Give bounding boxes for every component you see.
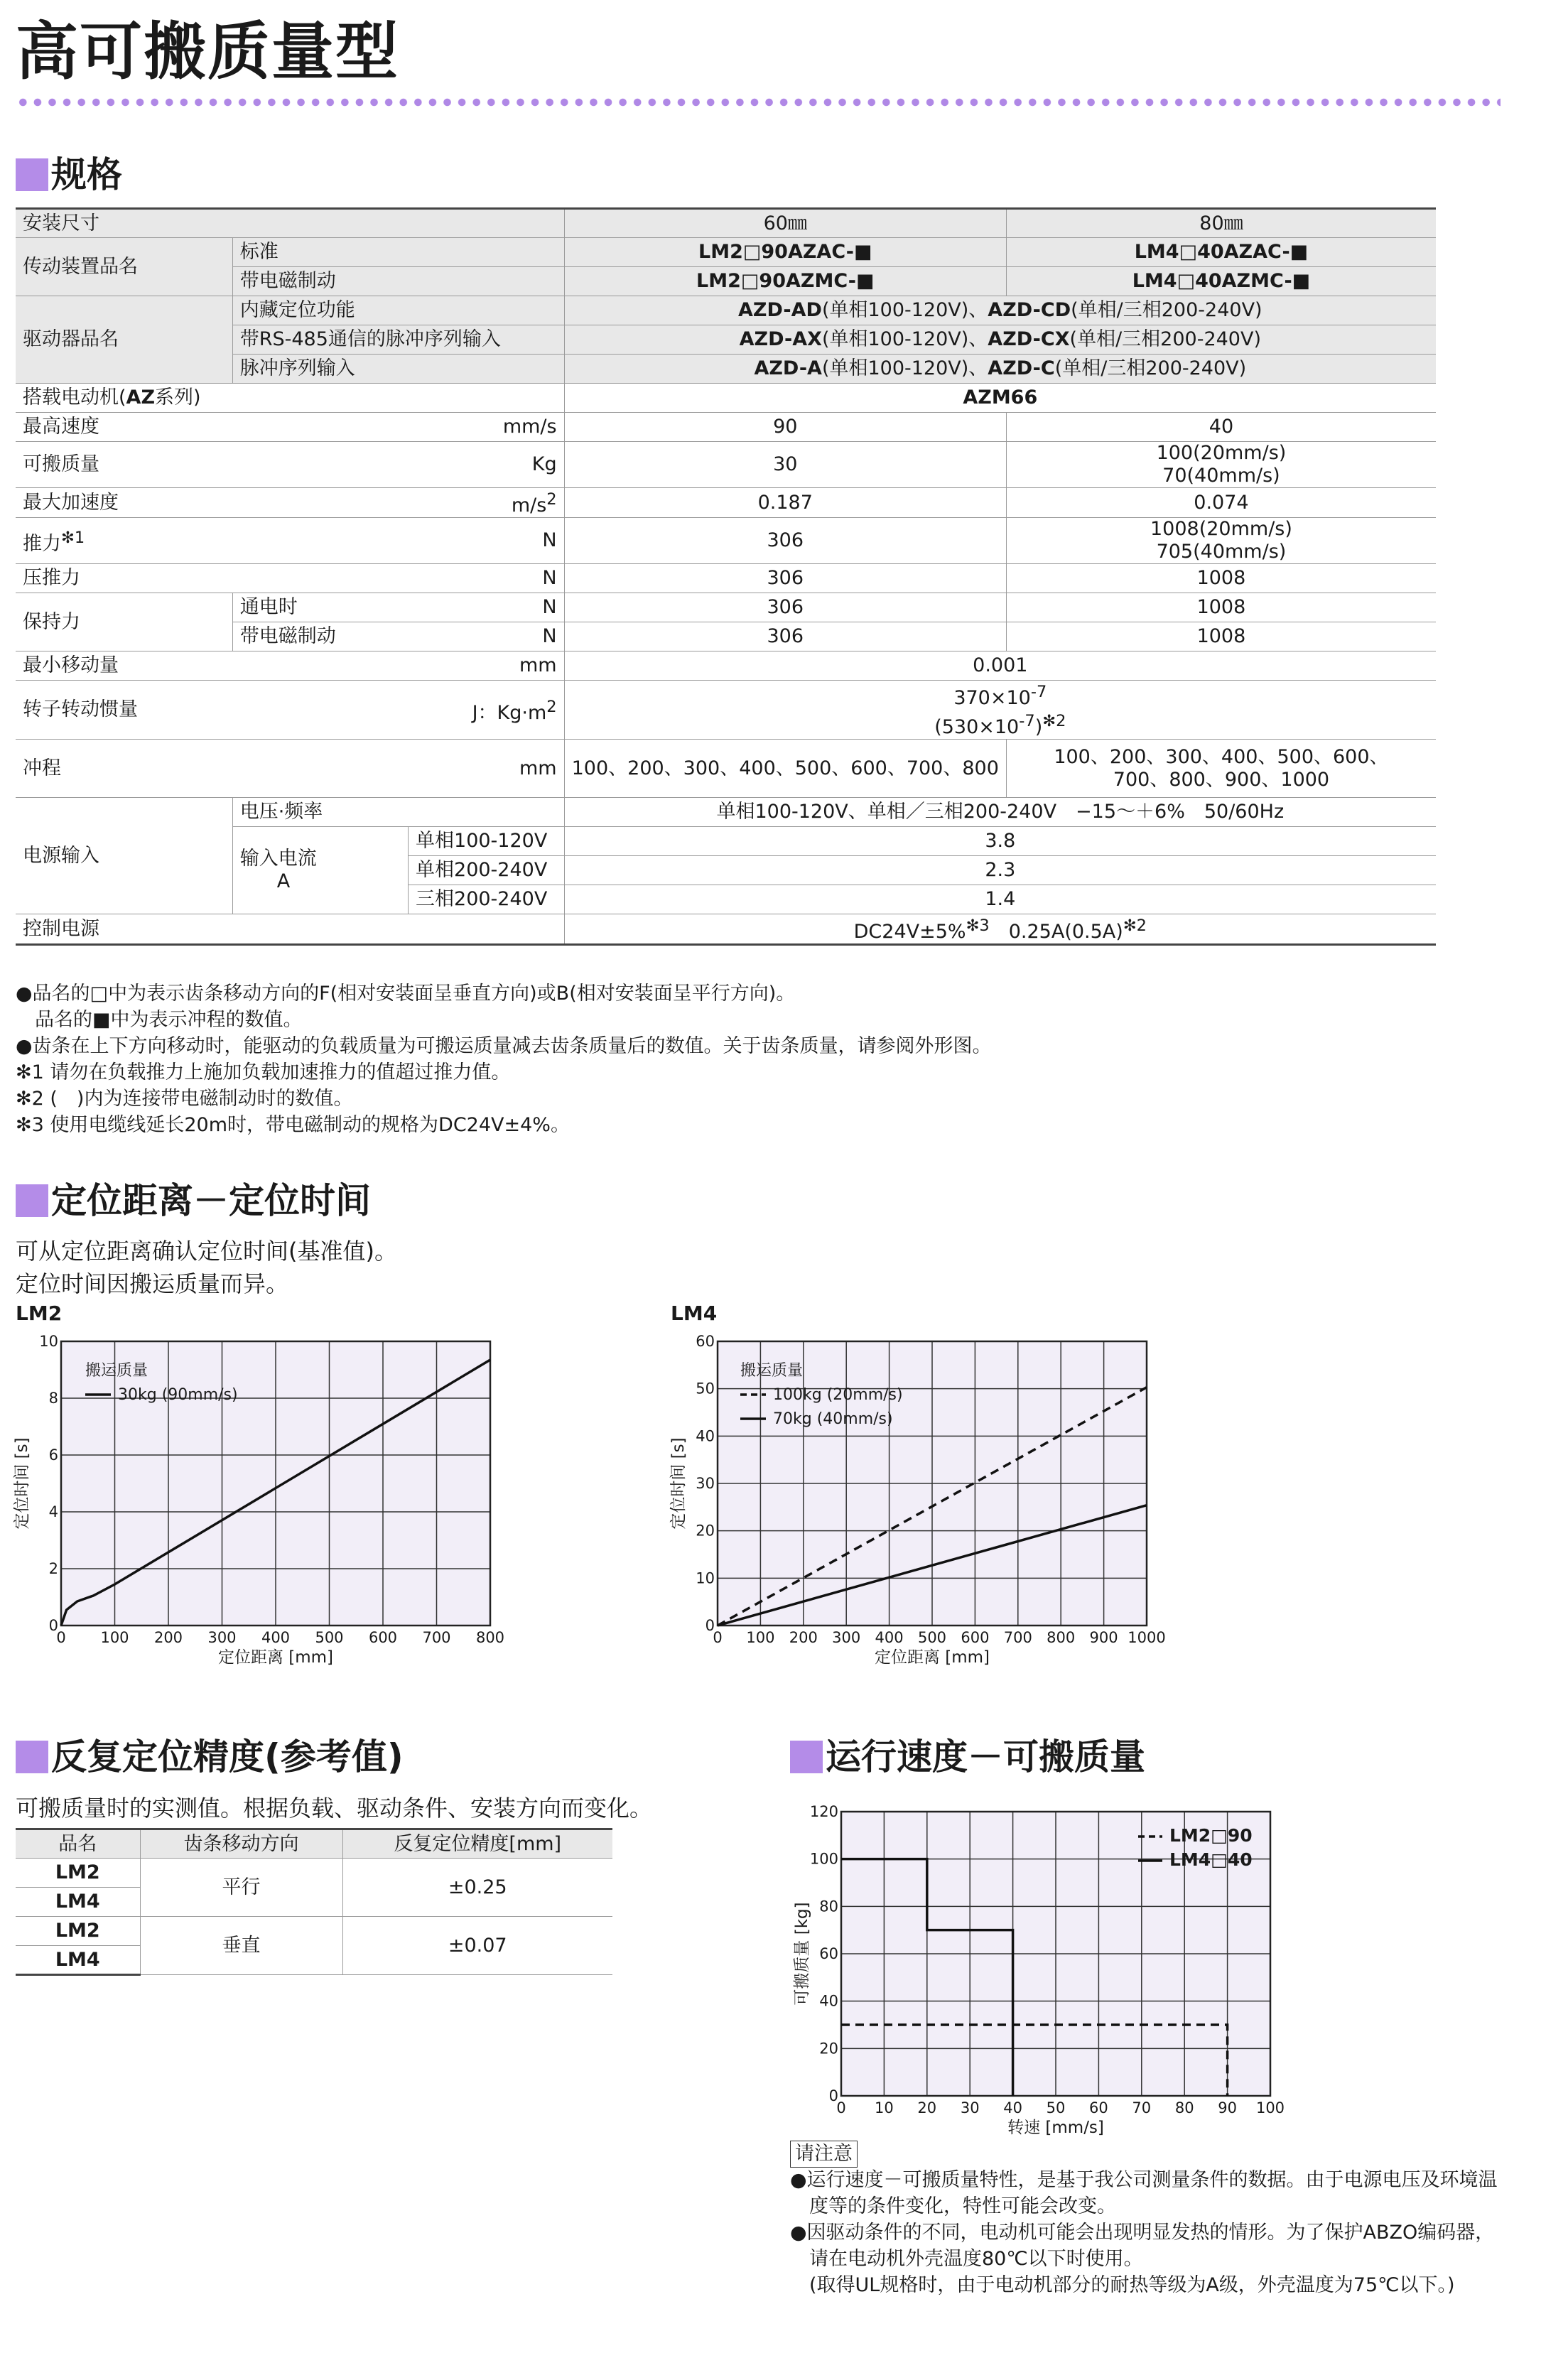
spec-label: 电源输入 — [16, 798, 232, 914]
y-tick-label: 2 — [48, 1560, 58, 1577]
y-tick-label: 120 — [809, 1803, 838, 1820]
x-tick-label: 100 — [746, 1629, 775, 1646]
spec-value: AZD-AX(单相100-120V)、AZD-CX(单相/三相200-240V) — [564, 325, 1436, 355]
y-tick-label: 10 — [696, 1569, 715, 1587]
spec-value: 单相100-120V、单相／三相200-240V −15～＋6% 50/60Hz — [564, 798, 1436, 827]
spec-unit: J：$Kg\cdot m^2$ — [409, 681, 565, 740]
legend-title: 搬运质量 — [85, 1362, 148, 1380]
caution-line: 请在电动机外壳温度80℃以下时使用。 — [790, 2248, 1143, 2270]
page-title: 高可搬质量型 — [16, 15, 400, 88]
y-axis-label: 定位时间 [s] — [13, 1437, 31, 1530]
spec-sublabel: 输入电流 A — [232, 827, 408, 914]
caution-line: (取得UL规格时，由于电动机部分的耐热等级为A级，外壳温度为75℃以下。) — [790, 2274, 1455, 2296]
spec-heading: 规格 — [16, 153, 122, 196]
legend-label-0: LM2□90 — [1169, 1825, 1253, 1846]
section-marker-icon — [790, 1741, 823, 1773]
y-tick-label: 30 — [696, 1475, 715, 1492]
x-tick-label: 60 — [1089, 2099, 1108, 2116]
spec-value: 90 — [564, 413, 1006, 442]
spec-value: 2.3 — [564, 856, 1436, 885]
spec-value: 100(20mm/s) 70(40mm/s) — [1006, 442, 1436, 488]
spec-label: 控制电源 — [16, 914, 564, 945]
spec-notes — [16, 980, 992, 1138]
positioning-desc-2: 定位时间因搬运质量而异。 — [16, 1270, 289, 1297]
spec-value: 1008 — [1006, 593, 1436, 622]
y-axis-label: 定位时间 [s] — [669, 1437, 688, 1530]
note-line: ✻3 使用电缆线延长20m时，带电磁制动的规格为DC24V±4%。 — [16, 1114, 570, 1136]
x-tick-label: 400 — [261, 1629, 291, 1646]
chart-speed-payload — [782, 1790, 1293, 2138]
x-tick-label: 500 — [315, 1629, 344, 1646]
spec-unit: Kg — [409, 442, 565, 488]
repeat-header: 品名 — [16, 1829, 140, 1859]
repeat-accuracy: ±0.25 — [342, 1859, 612, 1917]
x-tick-label: 800 — [1047, 1629, 1076, 1646]
spec-table — [16, 207, 1436, 946]
x-tick-label: 10 — [875, 2099, 894, 2116]
y-tick-label: 40 — [696, 1427, 715, 1445]
spec-sublabel: 通电时 — [232, 593, 408, 622]
spec-label: 压推力 — [16, 564, 409, 593]
x-axis-label: 转速 [mm/s] — [1007, 2119, 1104, 2137]
spec-value: 1008 — [1006, 564, 1436, 593]
y-tick-label: 100 — [809, 1850, 838, 1868]
caution-notes — [790, 2167, 1498, 2298]
x-tick-label: 30 — [960, 2099, 980, 2116]
section-marker-icon — [16, 1741, 48, 1773]
spec-value: 0.001 — [564, 651, 1436, 681]
y-tick-label: 40 — [819, 1992, 838, 2010]
y-tick-label: 80 — [819, 1898, 838, 1915]
x-tick-label: 70 — [1132, 2099, 1152, 2116]
spec-value: 306 — [564, 622, 1006, 651]
spec-value: 40 — [1006, 413, 1436, 442]
repeat-heading: 反复定位精度(参考值) — [16, 1736, 404, 1778]
x-tick-label: 0 — [56, 1629, 66, 1646]
legend-label-1: 70kg (40mm/s) — [773, 1410, 893, 1428]
spec-label: 转子转动惯量 — [16, 681, 409, 740]
x-tick-label: 100 — [1255, 2099, 1285, 2116]
speed-payload-heading: 运行速度－可搬质量 — [790, 1736, 1145, 1778]
positioning-heading: 定位距离－定位时间 — [16, 1179, 371, 1222]
x-tick-label: 300 — [207, 1629, 237, 1646]
spec-sublabel: 带电磁制动 — [232, 622, 408, 651]
x-tick-label: 1000 — [1128, 1629, 1166, 1646]
spec-label: 最大加速度 — [16, 488, 409, 518]
repeat-model: LM4 — [16, 1888, 140, 1917]
spec-value: 60㎜ — [564, 209, 1006, 238]
note-line: 品名的■中为表示冲程的数值。 — [16, 1009, 303, 1031]
spec-unit: N — [409, 518, 565, 564]
chart-lm4-title: LM4 — [671, 1302, 718, 1325]
x-tick-label: 600 — [961, 1629, 990, 1646]
x-tick-label: 80 — [1174, 2099, 1194, 2116]
spec-unit: N — [409, 622, 565, 651]
spec-sublabel: 单相200-240V — [409, 856, 565, 885]
spec-sublabel: 带电磁制动 — [232, 267, 564, 296]
y-tick-label: 6 — [48, 1446, 58, 1464]
spec-label: 安装尺寸 — [16, 209, 564, 238]
x-tick-label: 800 — [475, 1629, 505, 1646]
x-tick-label: 200 — [153, 1629, 183, 1646]
repeat-header: 齿条移动方向 — [140, 1829, 342, 1859]
spec-value: 100、200、300、400、500、600、 700、800、900、1000 — [1006, 740, 1436, 798]
note-line: ●品名的□中为表示齿条移动方向的F(相对安装面呈垂直方向)或B(相对安装面呈平行方向)。 — [16, 983, 796, 1005]
spec-value: LM2□90AZAC-■ — [564, 238, 1006, 267]
repeat-table — [16, 1828, 612, 1976]
legend-title: 搬运质量 — [740, 1362, 804, 1380]
repeat-header: 反复定位精度[mm] — [342, 1829, 612, 1859]
y-tick-label: 20 — [696, 1522, 715, 1540]
spec-value: AZM66 — [564, 384, 1436, 413]
y-tick-label: 4 — [48, 1503, 58, 1520]
x-tick-label: 0 — [713, 1629, 723, 1646]
repeat-accuracy: ±0.07 — [342, 1917, 612, 1975]
section-marker-icon — [16, 1184, 48, 1217]
chart-lm2-title: LM2 — [16, 1302, 63, 1325]
spec-value: 30 — [564, 442, 1006, 488]
spec-label: 驱动器品名 — [16, 296, 232, 384]
caution-line: ●运行速度－可搬质量特性，是基于我公司测量条件的数据。由于电源电压及环境温 — [790, 2169, 1498, 2191]
x-axis-label: 定位距离 [mm] — [217, 1648, 334, 1667]
repeat-model: LM2 — [16, 1917, 140, 1946]
spec-value: 3.8 — [564, 827, 1436, 856]
spec-label: 传动装置品名 — [16, 238, 232, 296]
x-axis-label: 定位距离 [mm] — [874, 1648, 990, 1667]
x-tick-label: 100 — [100, 1629, 129, 1646]
spec-label: 最高速度 — [16, 413, 409, 442]
spec-value: LM4□40AZMC-■ — [1006, 267, 1436, 296]
spec-value: 1008(20mm/s) 705(40mm/s) — [1006, 518, 1436, 564]
spec-value: 306 — [564, 564, 1006, 593]
spec-value: AZD-AD(单相100-120V)、AZD-CD(单相/三相200-240V) — [564, 296, 1436, 325]
spec-sublabel: 标准 — [232, 238, 564, 267]
spec-label: 推力$^{✻1}$ — [16, 518, 409, 564]
spec-row-mount — [16, 209, 1436, 238]
y-tick-label: 0 — [828, 2087, 838, 2104]
chart-lm4 — [661, 1321, 1186, 1677]
spec-value: 80㎜ — [1006, 209, 1436, 238]
spec-value: 306 — [564, 518, 1006, 564]
spec-value: LM4□40AZAC-■ — [1006, 238, 1436, 267]
x-tick-label: 600 — [368, 1629, 398, 1646]
y-tick-label: 60 — [696, 1333, 715, 1350]
spec-label: 冲程 — [16, 740, 409, 798]
y-tick-label: 0 — [48, 1617, 58, 1634]
legend-label-0: 100kg (20mm/s) — [773, 1386, 903, 1404]
x-tick-label: 700 — [422, 1629, 451, 1646]
chart-lm2 — [0, 1321, 540, 1677]
x-tick-label: 50 — [1046, 2099, 1066, 2116]
x-tick-label: 20 — [917, 2099, 937, 2116]
y-tick-label: 10 — [39, 1333, 58, 1350]
spec-sublabel: 单相100-120V — [409, 827, 565, 856]
repeat-model: LM2 — [16, 1859, 140, 1888]
y-tick-label: 60 — [819, 1945, 838, 1962]
spec-label: 搭载电动机(AZ系列) — [16, 384, 564, 413]
x-tick-label: 90 — [1218, 2099, 1237, 2116]
spec-sublabel: 带RS-485通信的脉冲序列输入 — [232, 325, 564, 355]
x-tick-label: 0 — [836, 2099, 846, 2116]
legend-label-1: LM4□40 — [1169, 1849, 1253, 1870]
repeat-model: LM4 — [16, 1946, 140, 1975]
spec-label: 保持力 — [16, 593, 232, 651]
caution-label: 请注意 — [790, 2141, 858, 2168]
spec-value: 1008 — [1006, 622, 1436, 651]
spec-unit: mm — [409, 740, 565, 798]
spec-sublabel: 脉冲序列输入 — [232, 355, 564, 384]
repeat-desc: 可搬质量时的实测值。根据负载、驱动条件、安装方向而变化。 — [16, 1795, 653, 1822]
spec-value: 100、200、300、400、500、600、700、800 — [564, 740, 1006, 798]
dotted-divider — [16, 98, 1501, 107]
y-tick-label: 50 — [696, 1380, 715, 1397]
x-tick-label: 40 — [1003, 2099, 1022, 2116]
spec-sublabel: 内藏定位功能 — [232, 296, 564, 325]
spec-value: AZD-A(单相100-120V)、AZD-C(单相/三相200-240V) — [564, 355, 1436, 384]
y-tick-label: 20 — [819, 2040, 838, 2057]
spec-unit: N — [409, 593, 565, 622]
note-line: ✻1 请勿在负载推力上施加负载加速推力的值超过推力值。 — [16, 1061, 511, 1083]
repeat-direction: 平行 — [140, 1859, 342, 1917]
spec-sublabel: 电压·频率 — [232, 798, 564, 827]
x-tick-label: 900 — [1089, 1629, 1118, 1646]
spec-value: DC24V±5%$^{✻3}$ $0.25A(0.5A)^{✻2}$ — [564, 914, 1436, 945]
y-axis-label: 可搬质量 [kg] — [793, 1902, 811, 2006]
spec-value: 0.074 — [1006, 488, 1436, 518]
caution-line: 度等的条件变化，特性可能会改变。 — [790, 2195, 1116, 2217]
spec-unit: mm/s — [409, 413, 565, 442]
legend-label-0: 30kg (90mm/s) — [118, 1386, 238, 1404]
spec-unit: mm — [409, 651, 565, 681]
note-line: ●齿条在上下方向移动时，能驱动的负载质量为可搬运质量减去齿条质量后的数值。关于齿条质量，请参阅外形图。 — [16, 1035, 992, 1057]
spec-value: LM2□90AZMC-■ — [564, 267, 1006, 296]
x-tick-label: 700 — [1003, 1629, 1032, 1646]
spec-unit: $m/s^2$ — [409, 488, 565, 518]
repeat-direction: 垂直 — [140, 1917, 342, 1975]
x-tick-label: 500 — [917, 1629, 947, 1646]
positioning-desc-1: 可从定位距离确认定位时间(基准值)。 — [16, 1238, 397, 1265]
y-tick-label: 8 — [48, 1390, 58, 1407]
y-tick-label: 0 — [705, 1617, 715, 1634]
caution-line: ●因驱动条件的不同，电动机可能会出现明显发热的情形。为了保护ABZO编码器， — [790, 2222, 1495, 2244]
x-tick-label: 300 — [832, 1629, 861, 1646]
spec-label: 最小移动量 — [16, 651, 409, 681]
spec-unit: N — [409, 564, 565, 593]
section-marker-icon — [16, 158, 48, 191]
spec-label: 可搬质量 — [16, 442, 409, 488]
spec-value: 306 — [564, 593, 1006, 622]
x-tick-label: 200 — [789, 1629, 818, 1646]
note-line: ✻2 ( )内为连接带电磁制动时的数值。 — [16, 1088, 353, 1110]
spec-sublabel: 三相200-240V — [409, 885, 565, 914]
x-tick-label: 400 — [875, 1629, 904, 1646]
spec-value: $370\times 10^{-7}$ $(530\times 10^{-7})^{✻2}$ — [564, 681, 1436, 740]
spec-value: 1.4 — [564, 885, 1436, 914]
spec-value: 0.187 — [564, 488, 1006, 518]
